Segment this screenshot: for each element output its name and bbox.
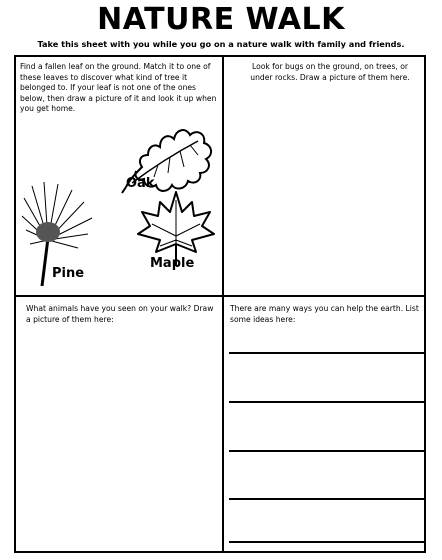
pine-label: Pine <box>52 266 85 281</box>
maple-label: Maple <box>150 256 195 271</box>
animals-panel-instructions: What animals have you seen on your walk? Draw a picture of them here: <box>26 304 214 324</box>
earth-panel-instructions: There are many ways you can help the earth. List some ideas here: <box>230 304 419 324</box>
oak-label: Oak <box>126 176 155 191</box>
writing-line <box>229 498 426 500</box>
page-subtitle: Take this sheet with you while you go on a nature walk with family and friends. <box>37 39 405 49</box>
vertical-divider <box>222 55 224 553</box>
page-title: NATURE WALK <box>97 2 345 37</box>
leaf-panel-instructions: Find a fallen leaf on the ground. Match it to one of these leaves to discover what kind of tree it belonged to. If your leaf is not one of the ones below, then draw a picture of it and look it up when you get home. <box>20 62 217 114</box>
horizontal-divider <box>14 295 426 297</box>
bugs-panel-instructions: Look for bugs on the ground, on trees, or under rocks. Draw a picture of them here. <box>250 62 410 82</box>
writing-line <box>229 352 426 354</box>
writing-line <box>229 450 426 452</box>
writing-line <box>229 401 426 403</box>
writing-line <box>229 541 426 543</box>
